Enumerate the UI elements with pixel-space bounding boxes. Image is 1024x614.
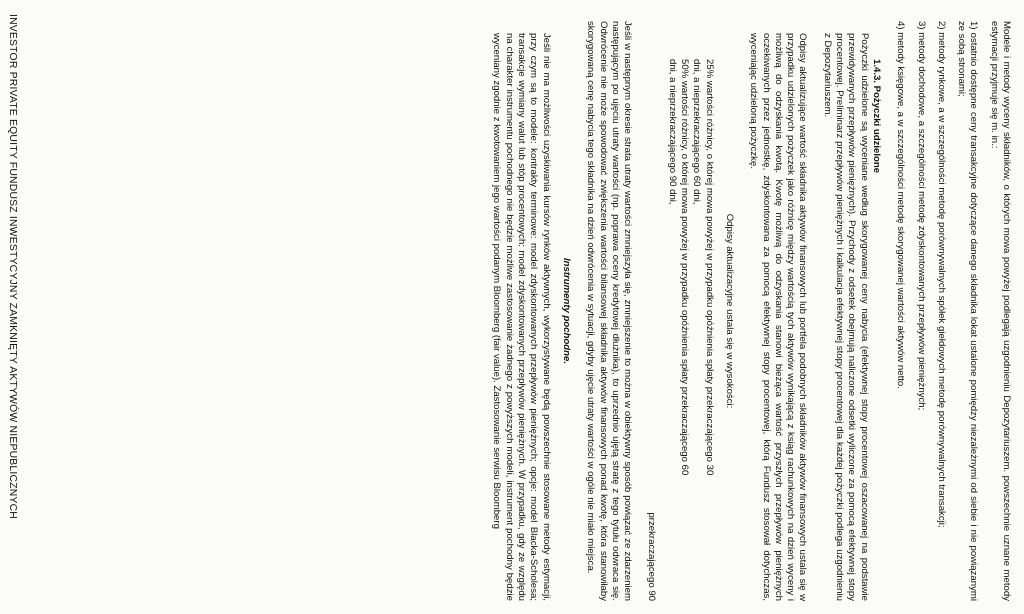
page-content [490, 21, 1012, 601]
writeoff-over-90-line: przekraczającego 90 [646, 512, 658, 601]
loans-paragraph: Pożyczki udzielone są wyceniane według skorygowanej ceny nabycia (efektywnej stopy procentowej oszacowanej na podstawie przewidywanych przepływów pieniężnych). Przychody z odsetek obejmują naliczone odsetki wyliczone za pomocą efektywnej stopy procentowej. Preliminarz przepływów pieniężnych i kalkulacja efektywnej stopy procentowej dla każdej pożyczki podlega uzgodnieniu z Depozytariuszem. [821, 33, 870, 601]
writeoff-50-line: 50% wartości różnicy, o której mowa powyżej w przypadku opóźnienia spłaty przekraczającego 60 [679, 59, 691, 476]
section-heading-loans: 1.4.3. Pożyczki udzielone [870, 59, 882, 174]
writeoff-50-continuation: dni, a nieprzekraczającego 90 dni, [666, 59, 678, 205]
section-heading-derivatives: Instrumenty pochodne. [560, 257, 572, 365]
writeoff-25-continuation: dni, a nieprzekraczającego 60 dni, [691, 59, 703, 205]
page-footer [6, 14, 18, 600]
reversal-paragraph: Jeśli w następnym okresie strata utraty wartości zmniejszyła się, zmniejszenie to można w obiektywny sposób powiązać ze zdarzeniem następującym po ujęciu utraty wartości (np. poprawa oceny kredytowej dłużnika), to uprzednio ujętą stratę z tego tytułu odwraca się. Odwrócenie nie może spowodować zwiększenia wartości bilansowej składnika aktywów finansowych ponad kwotę, która stanowiłaby skorygowaną cenę nabycia tego składnika na dzień odwrócenia w sytuacji, gdyby ujęcie utraty wartości w ogóle nie miało miejsca. [585, 21, 634, 601]
method-item-4: 4) metody księgowe, a w szczególności metodę skorygowanej wartości aktywów netto. [895, 21, 907, 389]
intro-paragraph: Modele i metody wyceny składników, o których mowa powyżej podlegają uzgodnieniu Depozytariuszem. powszechnie uznane metody estymacji przyjmuje się m. in.: [988, 21, 1012, 601]
derivatives-paragraph: Jeśli nie ma możliwości uzyskiwania kursów rynków aktywnych, wykorzystywane będą powszechnie stosowane metody estymacji, przy czym są to modele: kontrakty terminowe: model zdyskontowanych przepływów pieniężnych; opcje: model Blacka-Scholesa; transakcje wymiany walut lub stóp procentowych: model zdyskontowanych przepływów pieniężnych. W przypadku, gdy ze względu na charakter instrumentu pochodnego nie będzie możliwe zastosowanie żadnego z powyższych modeli, instrument pochodny będzie wyceniany zgodnie z kwotowaniem jego wartości podanym Bloomberg (fair value). Zastosowanie serwisu Bloomberg [491, 33, 552, 601]
method-item-2: 2) metody rynkowe, a w szczególności metodę porównywalnych spółek giełdowych metodę porównywalnych transakcji; [935, 21, 947, 528]
impairment-paragraph: Odpisy aktualizujące wartość składnika aktywów finansowych lub portfela podobnych składników aktywów finansowych ustala się w przypadku udzielonych pożyczek jako różnicę między wartością tych aktywów wynikającą z ksiąg rachunkowych na dzień wyceny i możliwą do odzyskania kwotą. Kwotę możliwą do odzyskania stanowi bieżąca wartość przyszłych przepływów pieniężnych oczekiwanych przez jednostkę, zdyskontowana za pomocą efektywnej stopy procentowej, którą Fundusz stosował dotychczas, wyceniając udzieloną pożyczkę. [748, 33, 809, 601]
writeoff-25-line: 25% wartości różnicy, o której mowa powyżej w przypadku opóźnienia spłaty przekraczającego 30 [703, 59, 715, 476]
method-item-3: 3) metody dochodowe, a szczególności metodę zdyskontowanych przepływów pieniężnych; [915, 21, 927, 411]
method-item-1: 1) ostatnio dostępne ceny transakcyjne dotyczące danego składnika lokat ustalone pomiędzy niezależnymi od siebie i nie powiązanymi ze sobą stronami; [956, 21, 980, 601]
footer-fund-name: INVESTOR PRIVATE EQUITY FUNDUSZ INWESTYCYJNY ZAMKNIĘTY AKTYWÓW NIEPUBLICZNYCH [7, 14, 19, 519]
writeoffs-lead: Odpisy aktualizacyjne ustala się w wysokości: [723, 213, 735, 409]
